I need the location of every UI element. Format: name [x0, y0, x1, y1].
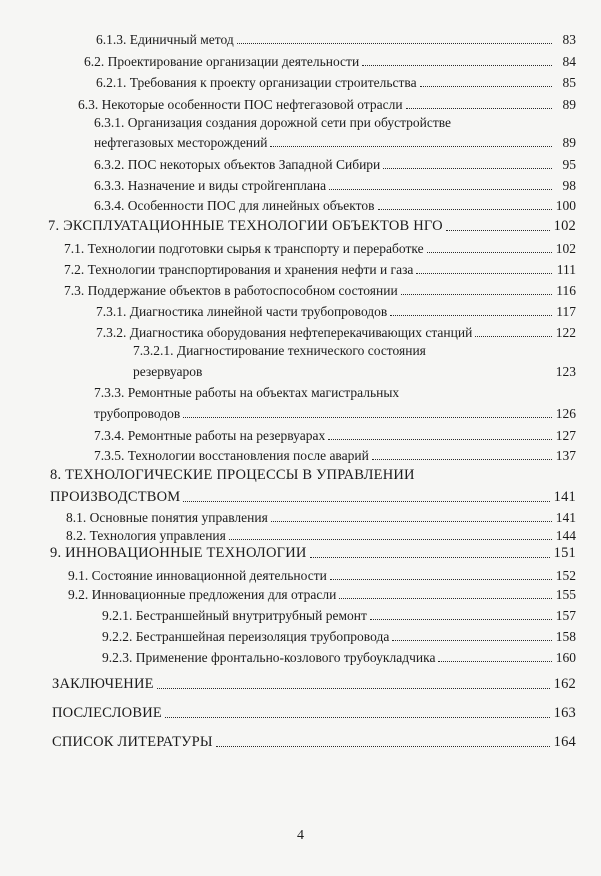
toc-entry-page: 84: [562, 54, 576, 69]
toc-entry-page: 117: [556, 304, 576, 319]
toc-entry: [94, 134, 576, 151]
dot-leader: [205, 375, 551, 376]
toc-entry-title: 6.1.3. Единичный метод: [96, 32, 234, 47]
toc-entry: [64, 261, 576, 278]
dot-leader: [330, 579, 552, 580]
toc-entry-title: ПРОИЗВОДСТВОМ: [50, 489, 181, 505]
page-number: 4: [297, 828, 304, 843]
toc-entry-title: 7.3.1. Диагностика линейной части трубопроводов: [96, 304, 388, 319]
toc-entry-title-line: 7.3.3. Ремонтные работы на объектах магистральных: [94, 385, 400, 400]
toc-entry-page: 155: [555, 587, 576, 602]
toc-entry-page: 158: [555, 629, 576, 644]
dot-leader: [216, 746, 550, 747]
toc-chapter: [50, 489, 576, 506]
toc-entry: [94, 197, 576, 214]
toc-entry-title: 8.2. Технология управления: [66, 528, 226, 543]
toc-entry: [66, 527, 576, 544]
toc-entry: [68, 567, 576, 584]
toc-entry-page: 144: [555, 528, 576, 543]
toc-entry-page: 164: [553, 734, 576, 750]
toc-entry: [96, 303, 576, 320]
toc-entry: [68, 586, 576, 603]
dot-leader: [370, 619, 552, 620]
dot-leader: [446, 230, 550, 231]
dot-leader: [183, 417, 552, 418]
dot-leader: [329, 189, 552, 190]
dot-leader: [438, 661, 551, 662]
toc-entry: [96, 31, 576, 48]
toc-entry: [96, 74, 576, 91]
toc-entry-page: 102: [553, 218, 576, 234]
dot-leader: [237, 43, 552, 44]
toc-entry-title: 9.2.2. Бестраншейная переизоляция трубопровода: [102, 629, 390, 644]
toc-entry-title: 6.3.2. ПОС некоторых объектов Западной Сибири: [94, 157, 381, 172]
toc-entry: [94, 447, 576, 464]
toc-entry-page: 162: [553, 676, 576, 692]
toc-entry: [66, 509, 576, 526]
toc-entry: [96, 324, 576, 341]
dot-leader: [401, 294, 552, 295]
dot-leader: [416, 273, 552, 274]
dot-leader: [427, 252, 552, 253]
toc-entry-page: 163: [553, 705, 576, 721]
toc-entry: [94, 156, 576, 173]
dot-leader: [378, 209, 552, 210]
toc-entry: [94, 177, 576, 194]
toc-chapter: [48, 218, 576, 235]
toc-entry-title: нефтегазовых месторождений: [94, 135, 268, 150]
toc-entry-title: трубопроводов: [94, 406, 181, 421]
toc-entry: [84, 53, 576, 70]
toc-entry-page: 83: [562, 32, 576, 47]
dot-leader: [271, 521, 552, 522]
toc-entry-title: СПИСОК ЛИТЕРАТУРЫ: [52, 734, 213, 750]
toc-chapter: [52, 705, 576, 722]
toc-entry-title: 7.1. Технологии подготовки сырья к транспорту и переработке: [64, 241, 424, 256]
toc-entry-title: 9.2.1. Бестраншейный внутритрубный ремонт: [102, 608, 367, 623]
dot-leader: [165, 717, 550, 718]
dot-leader: [390, 315, 552, 316]
toc-entry-title: 6.3.4. Особенности ПОС для линейных объектов: [94, 198, 375, 213]
toc-entry: [64, 282, 576, 299]
dot-leader: [328, 439, 552, 440]
toc-entry-page: 151: [553, 545, 576, 561]
toc-entry-page: 98: [562, 178, 576, 193]
toc-chapter: [50, 545, 576, 562]
toc-entry-page: 116: [556, 283, 576, 298]
toc-entry: [94, 405, 576, 422]
toc-entry-page: 137: [555, 448, 576, 463]
dot-leader: [270, 146, 552, 147]
dot-leader: [383, 168, 552, 169]
toc-entry-title: 6.3. Некоторые особенности ПОС нефтегазовой отрасли: [78, 97, 403, 112]
dot-leader: [310, 557, 550, 558]
toc-entry-title: 9.1. Состояние инновационной деятельности: [68, 568, 327, 583]
toc-entry: [94, 427, 576, 444]
toc-entry-title: 7.3. Поддержание объектов в работоспособном состоянии: [64, 283, 398, 298]
toc-entry-title: 7.3.2. Диагностика оборудования нефтеперекачивающих станций: [96, 325, 473, 340]
toc-entry-title: 6.2.1. Требования к проекту организации строительства: [96, 75, 417, 90]
dot-leader: [157, 688, 550, 689]
toc-entry-title: 8.1. Основные понятия управления: [66, 510, 268, 525]
toc-entry-page: 123: [555, 364, 576, 379]
toc-entry-page: 127: [555, 428, 576, 443]
toc-entry-page: 95: [562, 157, 576, 172]
dot-leader: [406, 108, 552, 109]
dot-leader: [362, 65, 552, 66]
toc-entry-page: 111: [556, 262, 576, 277]
dot-leader: [229, 539, 552, 540]
toc-entry: [78, 96, 576, 113]
toc-entry-page: 85: [562, 75, 576, 90]
toc-entry-title: резервуаров: [133, 364, 203, 379]
toc-entry-title: 9. ИННОВАЦИОННЫЕ ТЕХНОЛОГИИ: [50, 545, 307, 561]
dot-leader: [183, 501, 549, 502]
toc-entry-title: 7.2. Технологии транспортирования и хранения нефти и газа: [64, 262, 414, 277]
toc-entry-title: ЗАКЛЮЧЕНИЕ: [52, 676, 154, 692]
toc-entry-title: 9.2.3. Применение фронтально-козлового трубоукладчика: [102, 650, 436, 665]
toc-chapter: [52, 676, 576, 693]
dot-leader: [475, 336, 551, 337]
toc-entry-title: 7.3.4. Ремонтные работы на резервуарах: [94, 428, 326, 443]
toc-entry-title: 7. ЭКСПЛУАТАЦИОННЫЕ ТЕХНОЛОГИИ ОБЪЕКТОВ НГО: [48, 218, 443, 234]
toc-chapter-title-line: 8. ТЕХНОЛОГИЧЕСКИЕ ПРОЦЕССЫ В УПРАВЛЕНИИ: [50, 467, 415, 483]
dot-leader: [420, 86, 552, 87]
toc-entry-page: 100: [555, 198, 576, 213]
toc-entry-page: 89: [562, 135, 576, 150]
toc-entry-page: 152: [555, 568, 576, 583]
toc-entry-title: 9.2. Инновационные предложения для отрасли: [68, 587, 337, 602]
toc-entry-title: 6.3.3. Назначение и виды стройгенплана: [94, 178, 327, 193]
dot-leader: [339, 598, 551, 599]
toc-entry-page: 160: [555, 650, 576, 665]
toc-entry-page: 126: [555, 406, 576, 421]
toc-entry-page: 89: [562, 97, 576, 112]
toc-entry-title: ПОСЛЕСЛОВИЕ: [52, 705, 162, 721]
toc-entry-title-line: 6.3.1. Организация создания дорожной сети при обустройстве: [94, 115, 452, 130]
toc-entry-title-line: 7.3.2.1. Диагностирование технического состояния: [133, 343, 426, 358]
toc-entry-page: 122: [555, 325, 576, 340]
toc-entry: [133, 363, 576, 380]
toc-entry-page: 141: [553, 489, 576, 505]
toc-chapter: [52, 734, 576, 751]
toc-entry-page: 102: [555, 241, 576, 256]
toc-entry-title: 7.3.5. Технологии восстановления после аварий: [94, 448, 369, 463]
toc-entry-page: 141: [555, 510, 576, 525]
dot-leader: [392, 640, 551, 641]
toc-entry: [102, 649, 576, 666]
toc-entry: [102, 607, 576, 624]
toc-entry-title: 6.2. Проектирование организации деятельности: [84, 54, 360, 69]
toc-entry-page: 157: [555, 608, 576, 623]
toc-entry: [102, 628, 576, 645]
toc-entry: [64, 240, 576, 257]
dot-leader: [372, 459, 552, 460]
